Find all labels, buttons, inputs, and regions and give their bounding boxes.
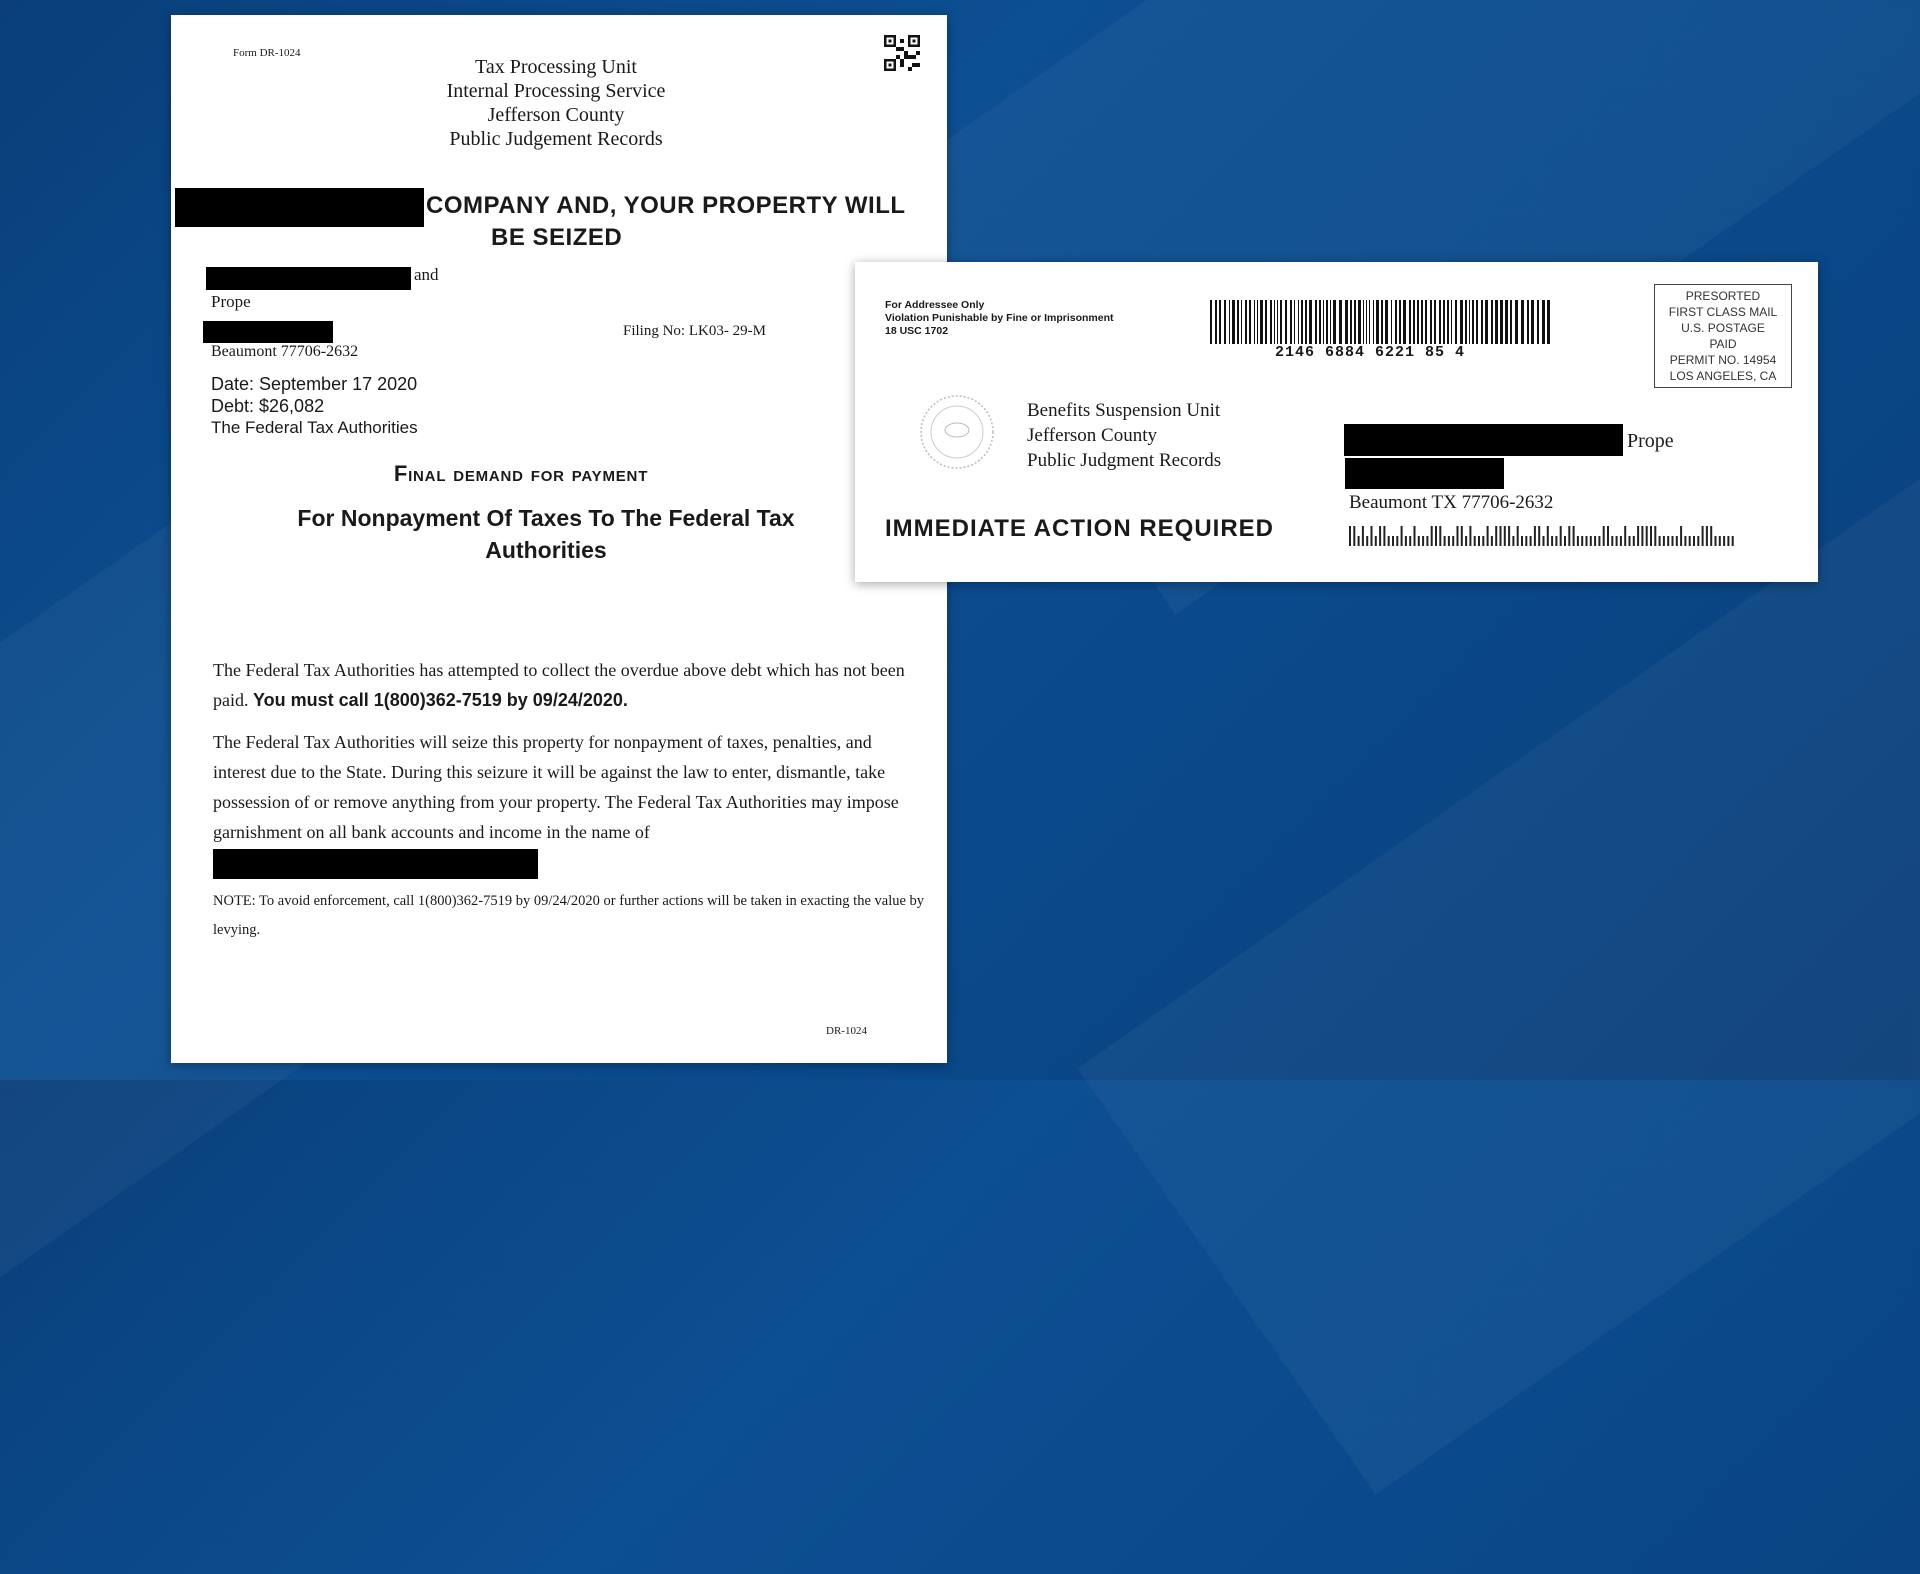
authority-name: The Federal Tax Authorities	[211, 418, 418, 437]
barcode-icon	[1210, 300, 1550, 344]
sender-line: Benefits Suspension Unit	[1027, 400, 1221, 421]
redaction-bar	[206, 267, 411, 290]
headline-continued: BE SEIZED	[491, 224, 623, 251]
letter-subtitle	[231, 502, 861, 566]
postage-line: PERMIT NO. 14954	[1669, 353, 1777, 367]
postal-barcode-icon	[1349, 526, 1735, 546]
final-demand-title: Final demand for payment	[393, 461, 649, 486]
body-paragraph	[213, 727, 913, 879]
demand-letter	[171, 15, 947, 1063]
addressee-city: Beaumont 77706-2632	[211, 343, 359, 360]
letter-header	[371, 55, 741, 151]
redaction-bar	[1344, 424, 1623, 456]
addressee-city: Beaumont TX 77706-2632	[1349, 492, 1554, 513]
postage-line: FIRST CLASS MAIL	[1668, 305, 1778, 319]
subtitle-line: Authorities	[485, 537, 607, 563]
body-paragraph	[213, 655, 913, 715]
header-line: Tax Processing Unit	[475, 56, 637, 78]
form-id: Form DR-1024	[233, 47, 301, 59]
action-required-label: IMMEDIATE ACTION REQUIRED	[885, 515, 1274, 542]
header-line: Public Judgement Records	[449, 128, 663, 150]
redaction-bar	[175, 188, 424, 227]
redaction-bar	[203, 321, 333, 343]
sender-line: Jefferson County	[1027, 425, 1157, 446]
addressee-warning	[885, 299, 1114, 338]
header-line: Internal Processing Service	[446, 80, 666, 102]
addressee-suffix: Prope	[1627, 430, 1674, 452]
warning-line: Violation Punishable by Fine or Imprisonment	[885, 312, 1114, 324]
redaction-bar	[1345, 458, 1504, 489]
subtitle-line: For Nonpayment Of Taxes To The Federal Tax	[297, 505, 795, 531]
redaction-bar	[213, 849, 538, 879]
headline: COMPANY AND, YOUR PROPERTY WILL	[426, 192, 906, 219]
header-line: Jefferson County	[487, 104, 625, 126]
sender-address	[1027, 398, 1221, 473]
paragraph-text: The Federal Tax Authorities will seize this property for nonpayment of taxes, penalties, and interest due to the State. During this seizure it will be against the law to enter, dismantle, take possession of or remove anything from your property. The Federal Tax Authorities may impose garnishment on all bank accounts and income in the name of	[213, 732, 899, 842]
warning-line: For Addressee Only	[885, 299, 985, 311]
postage-line: LOS ANGELES, CA	[1669, 369, 1777, 383]
envelope	[855, 262, 1818, 582]
tracking-number: 2146 6884 6221 85 4	[1275, 344, 1466, 361]
paragraph-text: The Federal Tax Authorities has attempted to collect the overdue above debt which has not been paid.	[213, 660, 905, 710]
letter-date: Date: September 17 2020	[211, 374, 418, 394]
seal-icon	[917, 392, 997, 472]
postage-line: PRESORTED	[1685, 289, 1761, 303]
warning-line: 18 USC 1702	[885, 325, 949, 337]
addressee-line: Prope	[211, 292, 251, 311]
postage-line: U.S. POSTAGE	[1681, 321, 1765, 335]
qr-code-icon	[884, 35, 920, 71]
sender-line: Public Judgment Records	[1027, 450, 1222, 471]
call-instruction: You must call 1(800)362-7519 by 09/24/2020.	[253, 690, 628, 710]
postage-line: PAID	[1709, 337, 1737, 351]
addressee-suffix: and	[414, 265, 439, 284]
footer-form-id: DR-1024	[826, 1025, 867, 1037]
debt-amount: Debt: $26,082	[211, 396, 325, 416]
postage-indicia	[1654, 284, 1792, 388]
filing-number: Filing No: LK03- 29-M	[623, 323, 766, 339]
enforcement-note: NOTE: To avoid enforcement, call 1(800)362-7519 by 09/24/2020 or further actions will be taken in exacting the value by levying.	[213, 893, 925, 938]
